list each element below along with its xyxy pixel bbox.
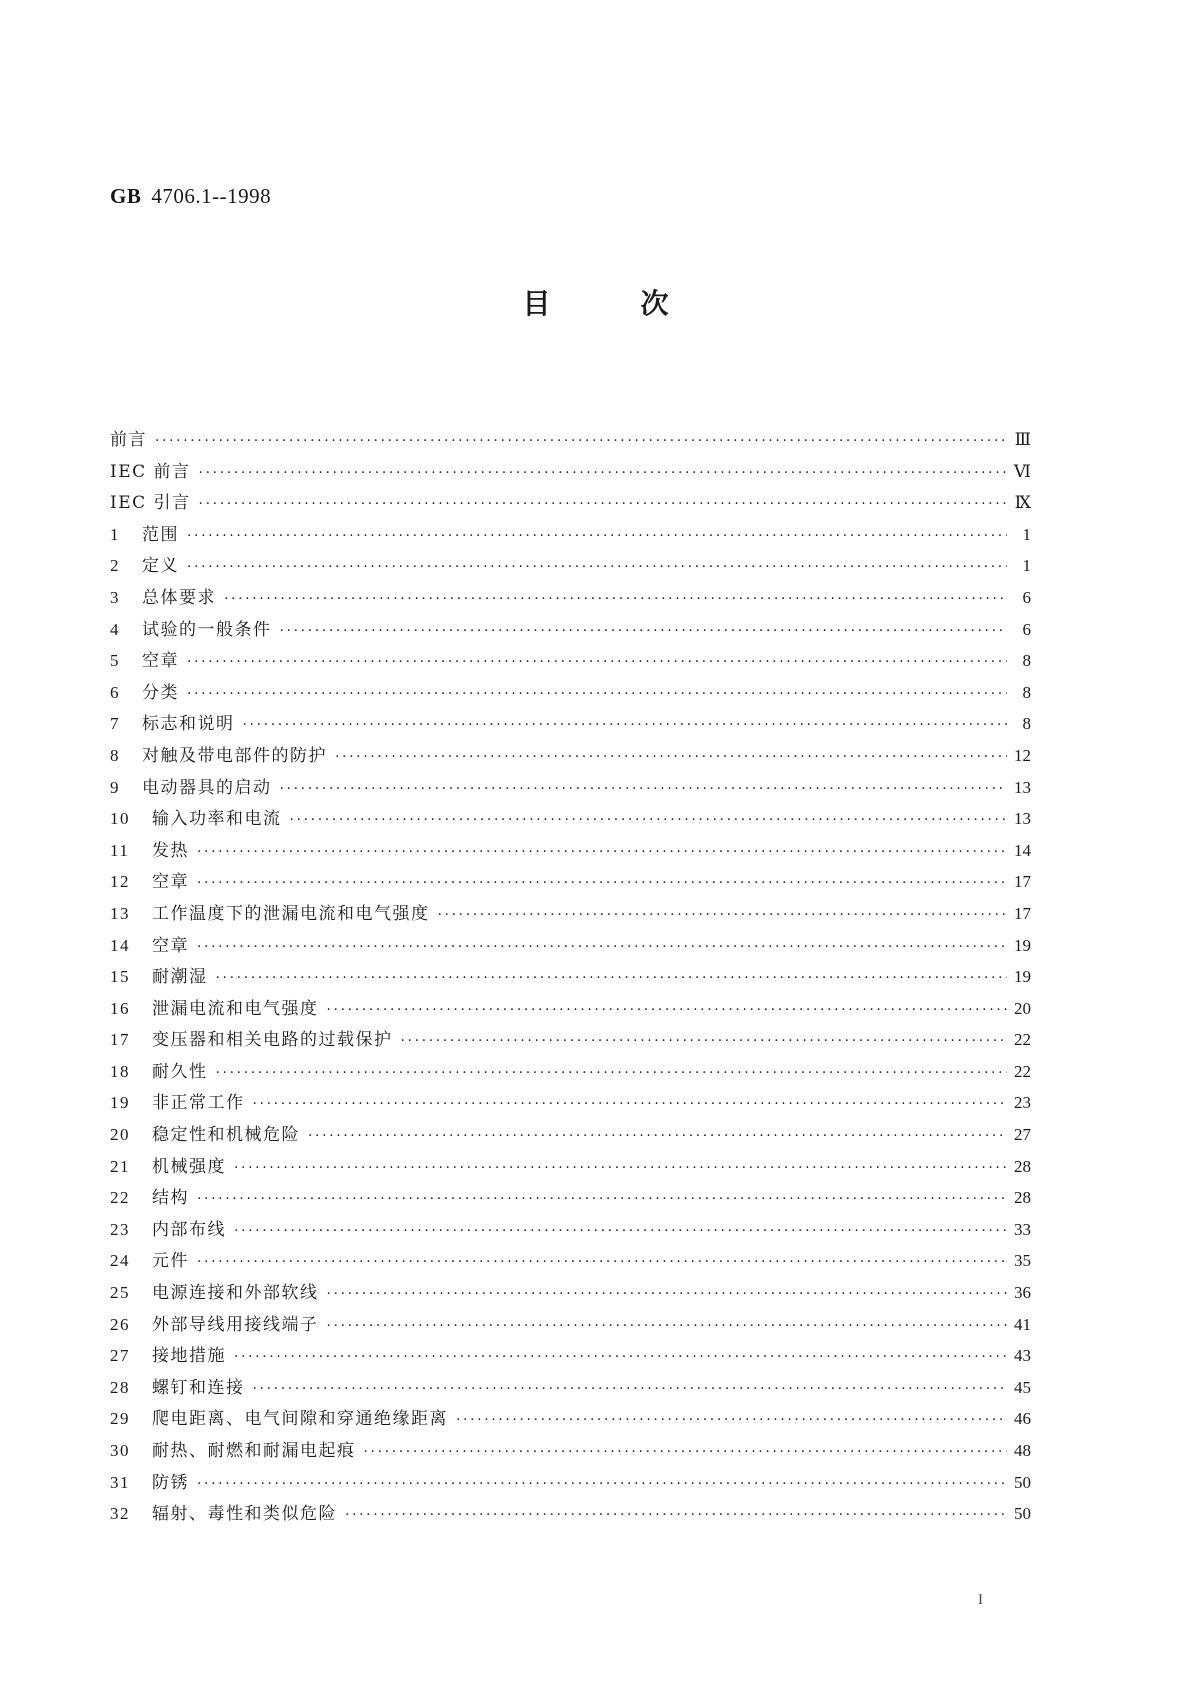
standard-prefix: GB <box>110 184 142 208</box>
toc-entry-page: 14 <box>1014 840 1031 860</box>
toc-entry-number: 5 <box>110 651 120 671</box>
toc-entry-label: 机械强度 <box>152 1156 226 1177</box>
toc-entry[interactable] <box>110 615 1031 647</box>
toc-entry[interactable] <box>110 962 1031 994</box>
toc-entry[interactable] <box>110 520 1031 552</box>
toc-entry-number: 11 <box>110 840 130 860</box>
toc-entry-page: 13 <box>1014 809 1031 829</box>
toc-entry-label: 防锈 <box>152 1472 189 1493</box>
toc-entry-number: 1 <box>110 524 120 544</box>
toc-entry-label: 定义 <box>142 556 179 577</box>
toc-dot-leader <box>253 1095 1008 1113</box>
toc-entry[interactable] <box>110 1152 1031 1184</box>
toc-dot-leader <box>234 1222 1007 1240</box>
toc-entry-number: 32 <box>110 1504 130 1524</box>
toc-dot-leader <box>187 685 1007 703</box>
toc-dot-leader <box>308 1127 1007 1145</box>
toc-entry-number: 3 <box>110 587 120 607</box>
toc-entry-label: 爬电距离、电气间隙和穿通绝缘距离 <box>152 1409 448 1430</box>
toc-entry-label: 稳定性和机械危险 <box>152 1125 300 1146</box>
toc-entry-label: 对触及带电部件的防护 <box>142 745 327 766</box>
toc-entry-page: 1 <box>1022 524 1031 544</box>
toc-entry[interactable] <box>110 1215 1031 1247</box>
toc-entry-page: 12 <box>1014 745 1031 765</box>
toc-entry[interactable] <box>110 1120 1031 1152</box>
toc-entry-page: 6 <box>1022 619 1031 639</box>
toc-entry-number: 9 <box>110 777 120 797</box>
toc-entry[interactable] <box>110 488 1031 520</box>
toc-entry-page: 17 <box>1014 903 1031 923</box>
toc-entry[interactable] <box>110 551 1031 583</box>
toc-entry[interactable] <box>110 1404 1031 1436</box>
toc-entry[interactable] <box>110 804 1031 836</box>
toc-entry-page: 13 <box>1014 777 1031 797</box>
toc-dot-leader <box>438 906 1008 924</box>
toc-entry-page: 48 <box>1014 1441 1031 1460</box>
toc-dot-leader <box>199 495 1007 513</box>
toc-entry[interactable] <box>110 1373 1031 1405</box>
toc-entry-label: 发热 <box>152 840 189 861</box>
toc-dot-leader <box>224 590 1007 608</box>
toc-entry-page: 23 <box>1014 1093 1031 1113</box>
toc-dot-leader <box>197 938 1007 956</box>
toc-dot-leader <box>280 622 1008 640</box>
toc-entry-number: 4 <box>110 619 120 639</box>
toc-dot-leader <box>155 432 1007 450</box>
toc-dot-leader <box>216 1064 1008 1082</box>
toc-dot-leader <box>456 1411 1007 1429</box>
toc-entry-label: 电源连接和外部软线 <box>152 1283 319 1304</box>
toc-entry-label: 非正常工作 <box>152 1093 245 1114</box>
toc-entry-page: 46 <box>1014 1409 1031 1429</box>
toc-entry-label: 输入功率和电流 <box>152 809 282 830</box>
toc-entry-number: 21 <box>110 1156 130 1176</box>
toc-dot-leader <box>290 811 1008 829</box>
toc-entry[interactable] <box>110 583 1031 615</box>
toc-dot-leader <box>197 1190 1007 1208</box>
toc-entry-number: 6 <box>110 682 120 702</box>
toc-entry-page: Ⅵ <box>1013 461 1031 481</box>
toc-entry[interactable] <box>110 709 1031 741</box>
toc-entry[interactable] <box>110 457 1031 489</box>
toc-entry-number: 13 <box>110 903 130 923</box>
toc-dot-leader <box>253 1380 1008 1398</box>
toc-dot-leader <box>243 716 1008 734</box>
toc-entry-label: IEC 前言 <box>110 461 191 482</box>
toc-entry-page: 20 <box>1014 998 1031 1018</box>
toc-entry-page: 43 <box>1014 1346 1031 1366</box>
toc-entry-label: 电动器具的启动 <box>142 777 272 798</box>
toc-entry-label: IEC 引言 <box>110 493 191 514</box>
toc-entry[interactable] <box>110 899 1031 931</box>
toc-entry-page: Ⅲ <box>1014 430 1031 449</box>
toc-entry[interactable] <box>110 1341 1031 1373</box>
toc-entry[interactable] <box>110 1468 1031 1500</box>
toc-entry-number: 30 <box>110 1441 130 1460</box>
standard-code <box>110 184 271 209</box>
toc-entry-page: 17 <box>1014 872 1031 892</box>
toc-entry-label: 辐射、毒性和类似危险 <box>152 1504 337 1525</box>
toc-dot-leader <box>364 1443 1008 1461</box>
toc-entry[interactable] <box>110 1246 1031 1278</box>
toc-entry-page: 8 <box>1022 714 1031 734</box>
toc-dot-leader <box>234 1348 1007 1366</box>
toc-entry-number: 20 <box>110 1125 130 1145</box>
toc-entry-label: 试验的一般条件 <box>142 619 272 640</box>
toc-entry-label: 空章 <box>152 935 189 956</box>
toc-entry-number: 24 <box>110 1251 130 1271</box>
table-of-contents <box>110 425 1031 1531</box>
toc-entry-number: 31 <box>110 1472 130 1492</box>
toc-entry[interactable] <box>110 867 1031 899</box>
standard-number: 4706.1--1998 <box>151 184 272 208</box>
toc-entry[interactable] <box>110 994 1031 1026</box>
toc-dot-leader <box>187 558 1007 576</box>
toc-dot-leader <box>197 1475 1007 1493</box>
page-title: 目次 <box>522 287 759 320</box>
toc-dot-leader <box>327 1285 1008 1303</box>
toc-dot-leader <box>197 1253 1007 1271</box>
toc-dot-leader <box>335 748 1007 766</box>
toc-entry-label: 工作温度下的泄漏电流和电气强度 <box>152 903 430 924</box>
toc-entry-number: 29 <box>110 1409 130 1429</box>
toc-entry[interactable] <box>110 1183 1031 1215</box>
toc-entry-page: 41 <box>1014 1314 1031 1334</box>
toc-entry-page: 36 <box>1014 1283 1031 1303</box>
toc-dot-leader <box>234 1159 1007 1177</box>
toc-entry-page: 6 <box>1022 587 1031 607</box>
toc-entry-page: 22 <box>1014 1061 1031 1081</box>
toc-entry-number: 22 <box>110 1188 130 1208</box>
toc-entry-number: 18 <box>110 1061 130 1081</box>
toc-entry-number: 2 <box>110 556 120 576</box>
toc-entry[interactable] <box>110 773 1031 805</box>
toc-entry[interactable] <box>110 1436 1031 1468</box>
toc-entry[interactable] <box>110 425 1031 457</box>
toc-entry-page: 8 <box>1022 682 1031 702</box>
toc-entry-label: 外部导线用接线端子 <box>152 1314 319 1335</box>
toc-dot-leader <box>197 874 1007 892</box>
toc-entry[interactable] <box>110 1025 1031 1057</box>
toc-entry-page: 27 <box>1014 1125 1031 1145</box>
toc-entry-page: 35 <box>1014 1251 1031 1271</box>
toc-dot-leader <box>199 464 1007 482</box>
toc-entry[interactable] <box>110 1278 1031 1310</box>
toc-entry-number: 23 <box>110 1219 130 1239</box>
toc-entry[interactable] <box>110 1499 1031 1531</box>
toc-entry-page: 22 <box>1014 1030 1031 1050</box>
toc-entry-number: 15 <box>110 967 130 987</box>
toc-entry-number: 7 <box>110 714 120 734</box>
toc-entry-label: 空章 <box>152 872 189 893</box>
toc-entry-page: 19 <box>1014 967 1031 987</box>
toc-dot-leader <box>187 527 1007 545</box>
toc-entry-label: 内部布线 <box>152 1219 226 1240</box>
toc-entry[interactable] <box>110 1310 1031 1342</box>
toc-entry-label: 总体要求 <box>142 587 216 608</box>
toc-entry-page: 28 <box>1014 1156 1031 1176</box>
toc-entry-label: 耐久性 <box>152 1061 208 1082</box>
toc-entry-number: 8 <box>110 745 120 765</box>
toc-entry-label: 耐热、耐燃和耐漏电起痕 <box>152 1441 356 1461</box>
toc-entry-label: 螺钉和连接 <box>152 1377 245 1398</box>
toc-entry-page: Ⅸ <box>1014 493 1031 513</box>
toc-dot-leader <box>327 1001 1008 1019</box>
toc-dot-leader <box>401 1032 1008 1050</box>
toc-entry-number: 25 <box>110 1283 130 1303</box>
toc-entry[interactable] <box>110 646 1031 678</box>
toc-entry-label: 空章 <box>142 651 179 672</box>
toc-entry-number: 17 <box>110 1030 130 1050</box>
toc-entry[interactable] <box>110 1088 1031 1120</box>
toc-entry-label: 范围 <box>142 524 179 545</box>
toc-entry-label: 前言 <box>110 430 147 450</box>
toc-entry[interactable] <box>110 836 1031 868</box>
toc-dot-leader <box>280 780 1008 798</box>
toc-entry-page: 1 <box>1022 556 1031 576</box>
toc-entry-label: 标志和说明 <box>142 714 235 735</box>
toc-entry-label: 泄漏电流和电气强度 <box>152 998 319 1019</box>
toc-entry-label: 结构 <box>152 1188 189 1209</box>
toc-entry-number: 28 <box>110 1377 130 1397</box>
toc-entry-label: 变压器和相关电路的过载保护 <box>152 1030 393 1051</box>
toc-entry[interactable] <box>110 741 1031 773</box>
toc-entry-page: 19 <box>1014 935 1031 955</box>
toc-entry-page: 28 <box>1014 1188 1031 1208</box>
toc-entry[interactable] <box>110 1057 1031 1089</box>
toc-dot-leader <box>345 1506 1007 1524</box>
toc-dot-leader <box>187 653 1007 671</box>
toc-entry-number: 16 <box>110 998 130 1018</box>
toc-entry-number: 12 <box>110 872 130 892</box>
toc-entry-page: 33 <box>1014 1219 1031 1239</box>
toc-entry-number: 27 <box>110 1346 130 1366</box>
toc-entry-label: 元件 <box>152 1251 189 1272</box>
toc-entry-number: 10 <box>110 809 130 829</box>
toc-entry-number: 26 <box>110 1314 130 1334</box>
toc-entry-page: 45 <box>1014 1377 1031 1397</box>
toc-entry-label: 接地措施 <box>152 1346 226 1367</box>
toc-entry-page: 50 <box>1014 1504 1031 1524</box>
toc-entry-number: 14 <box>110 935 130 955</box>
toc-entry-label: 分类 <box>142 682 179 703</box>
toc-entry[interactable] <box>110 678 1031 710</box>
toc-entry[interactable] <box>110 931 1031 963</box>
toc-entry-page: 50 <box>1014 1472 1031 1492</box>
toc-dot-leader <box>216 969 1008 987</box>
toc-entry-number: 19 <box>110 1093 130 1113</box>
toc-entry-label: 耐潮湿 <box>152 967 208 988</box>
toc-dot-leader <box>197 843 1007 861</box>
toc-entry-page: 8 <box>1022 651 1031 671</box>
page-number: I <box>978 1592 983 1608</box>
toc-dot-leader <box>327 1317 1008 1335</box>
